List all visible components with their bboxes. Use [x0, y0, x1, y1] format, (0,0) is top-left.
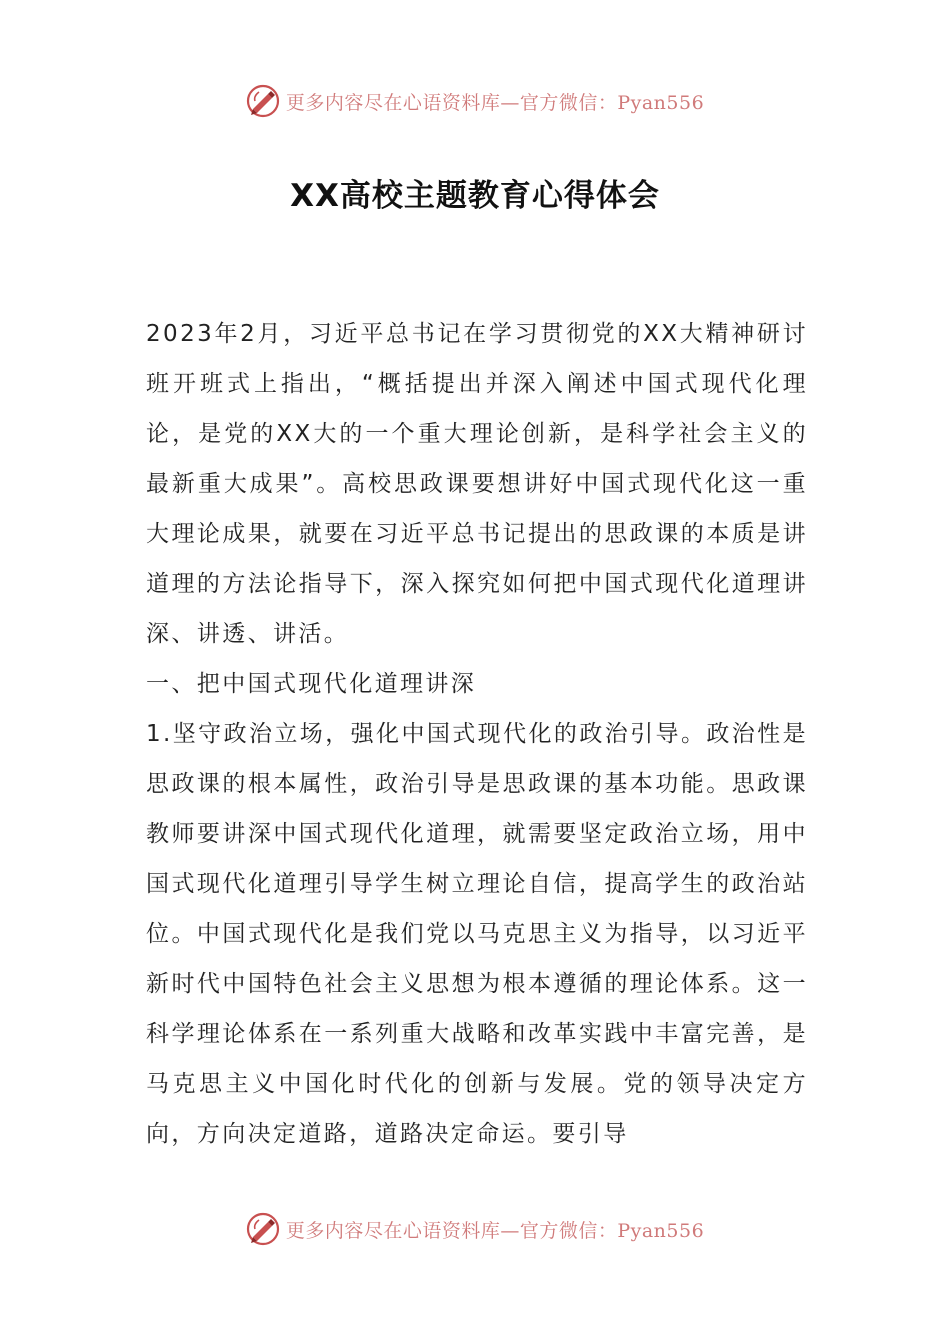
- pen-logo-icon: [246, 1212, 280, 1246]
- watermark-text: 更多内容尽在心语资料库—官方微信：Pyan556: [285, 91, 705, 114]
- footer-watermark: [0, 1212, 950, 1246]
- document-body: [146, 309, 808, 1159]
- header-watermark: [0, 84, 950, 118]
- watermark-text: 更多内容尽在心语资料库—官方微信：Pyan556: [285, 1219, 705, 1242]
- section-heading: 一、把中国式现代化道理讲深: [146, 671, 477, 697]
- body-paragraph: 1.坚守政治立场，强化中国式现代化的政治引导。政治性是思政课的根本属性，政治引导是思政课的基本功能。思政课教师要讲深中国式现代化道理，就需要坚定政治立场，用中国式现代化道理引导学生树立理论自信，提高学生的政治站位。中国式现代化是我们党以马克思主义为指导，以习近平新时代中国特色社会主义思想为根本遵循的理论体系。这一科学理论体系在一系列重大战略和改革实践中丰富完善，是马克思主义中国化时代化的创新与发展。党的领导决定方向，方向决定道路，道路决定命运。要引导: [146, 721, 808, 1147]
- document-title: XX高校主题教育心得体会: [290, 178, 660, 214]
- intro-paragraph: 2023年2月，习近平总书记在学习贯彻党的XX大精神研讨班开班式上指出，“概括提出并深入阐述中国式现代化理论，是党的XX大的一个重大理论创新，是科学社会主义的最新重大成果”。高校思政课要想讲好中国式现代化这一重大理论成果，就要在习近平总书记提出的思政课的本质是讲道理的方法论指导下，深入探究如何把中国式现代化道理讲深、讲透、讲活。: [146, 321, 808, 647]
- pen-logo-icon: [246, 84, 280, 118]
